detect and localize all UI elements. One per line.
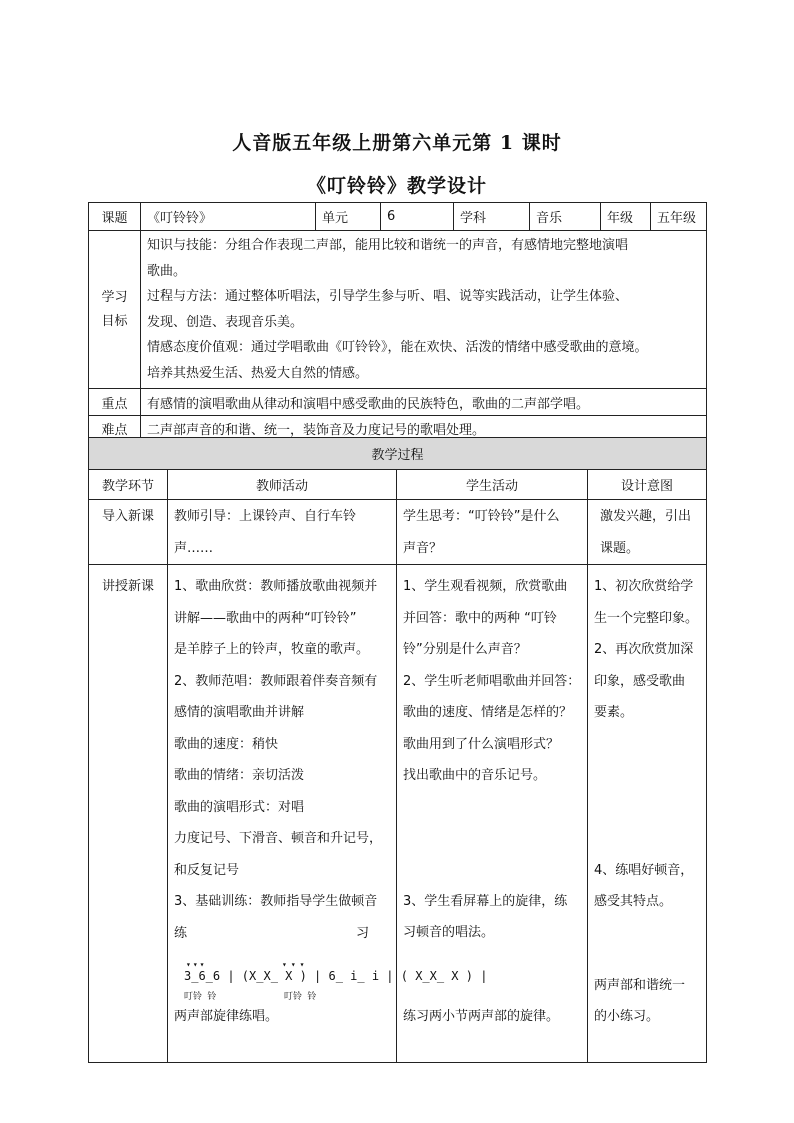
text-line: 的小练习。 <box>594 1009 660 1024</box>
text-line: 是羊脖子上的铃声，牧童的歌声。 <box>174 642 370 657</box>
objective-line: 过程与方法：通过整体听唱法，引导学生参与听、唱、说等实践活动，让学生体验、 <box>147 289 629 304</box>
teaching-process-table <box>88 437 707 1063</box>
text-line: 激发兴趣，引出 <box>600 509 692 524</box>
text-line: 生一个完整印象。 <box>594 610 699 626</box>
objectives-label-text: 学习目标 <box>101 289 128 329</box>
text-line: 2、教师范唱：教师跟着伴奏音频有 <box>174 673 378 689</box>
text-line: 声音？ <box>403 540 443 556</box>
text-line: 和反复记号 <box>174 862 240 878</box>
notation-line: 3̲6̲6 | (X̲X̲ X ) | 6̲ i̲ i | ( X̲X̲ X ) | <box>184 969 488 983</box>
topic-label: 课题 <box>89 203 141 231</box>
difficulty-text: 二声部声音的和谐、统一，装饰音及力度记号的歌唱处理。 <box>141 416 707 442</box>
text-line: 歌曲的速度、情绪是怎样的？ <box>403 705 573 720</box>
text-line: 学生思考：“叮铃铃”是什么 <box>403 509 560 524</box>
staccato-notation <box>174 949 488 1002</box>
column-header-stage: 教学环节 <box>89 470 168 500</box>
subject-value: 音乐 <box>530 203 601 231</box>
text-line: 课题。 <box>600 540 640 556</box>
text-line: 铃”分别是什么声音？ <box>403 642 527 657</box>
text-line: 声…… <box>174 540 214 556</box>
staccato-dots: ▾▾▾ <box>186 960 207 969</box>
notation-lyric: 叮铃 铃 <box>184 992 217 1002</box>
unit-value: 6 <box>381 203 454 231</box>
text-line: 练习两小节两声部的旋律。 <box>403 1008 560 1024</box>
objective-line: 知识与技能：分组合作表现二声部，能用比较和谐统一的声音，有感情地完整地演唱 <box>147 238 629 253</box>
text-line: 讲解——歌曲中的两种“叮铃铃” <box>174 610 357 626</box>
text-line: 并回答：歌中的两种 “叮铃 <box>403 610 557 626</box>
stage-new-lesson: 讲授新课 <box>89 565 168 1063</box>
text-line: 歌曲的速度：稍快 <box>174 736 279 752</box>
subject-label: 学科 <box>454 203 530 231</box>
text-line: 教师引导：上课铃声、自行车铃 <box>174 509 357 524</box>
text-line: 3、基础训练：教师指导学生做顿音 <box>174 894 378 909</box>
staccato-dots: ▾▾▾ <box>282 960 309 969</box>
text-line: 1、学生观看视频，欣赏歌曲 <box>403 579 568 594</box>
text-line: 感受其特点。 <box>594 894 673 909</box>
text-line: 练 习 <box>174 925 370 941</box>
text-line: 两声部旋律练唱。 <box>174 1009 279 1024</box>
objective-line: 发现、创造、表现音乐美。 <box>147 314 304 330</box>
key-point-text: 有感情的演唱歌曲从律动和演唱中感受歌曲的民族特色，歌曲的二声部学唱。 <box>141 389 707 416</box>
column-header-teacher: 教师活动 <box>168 470 397 500</box>
design-intent-new <box>588 565 707 1063</box>
grade-value: 五年级 <box>651 203 707 231</box>
text-line: 歌曲的情绪：亲切活泼 <box>174 768 305 783</box>
text-line: 1、歌曲欣赏：教师播放歌曲视频并 <box>174 579 378 594</box>
key-point-label: 重点 <box>89 389 141 416</box>
teacher-activity-intro <box>168 500 397 565</box>
objective-line: 培养其热爱生活、热爱大自然的情感。 <box>147 365 369 381</box>
notation-lyric: 叮铃 铃 <box>284 992 317 1002</box>
text-line: 力度记号、下滑音、顿音和升记号， <box>174 831 383 846</box>
design-intent-intro <box>588 500 707 565</box>
document-title: 人音版五年级上册第六单元第 1 课时 <box>232 132 562 154</box>
column-header-intent: 设计意图 <box>588 470 707 500</box>
text-line: 习顿音的唱法。 <box>403 925 495 940</box>
unit-label: 单元 <box>316 203 381 231</box>
text-line: 歌曲用到了什么演唱形式？ <box>403 736 560 752</box>
text-line: 2、再次欣赏加深 <box>594 642 694 657</box>
column-header-student: 学生活动 <box>397 470 588 500</box>
difficulty-label: 难点 <box>89 416 141 442</box>
objectives-label <box>89 231 141 389</box>
objective-line: 情感态度价值观：通过学唱歌曲《叮铃铃》，能在欢快、活泼的情绪中感受歌曲的意境。 <box>147 340 648 355</box>
text-line: 4、练唱好顿音， <box>594 862 694 878</box>
student-activity-intro <box>397 500 588 565</box>
text-line: 找出歌曲中的音乐记号。 <box>403 768 547 783</box>
text-line: 两声部和谐统一 <box>594 977 686 993</box>
grade-label: 年级 <box>601 203 651 231</box>
text-line: 要素。 <box>594 705 634 720</box>
text-line: 1、初次欣赏给学 <box>594 579 694 594</box>
stage-intro: 导入新课 <box>89 500 168 565</box>
text-line: 3、学生看屏幕上的旋律，练 <box>403 893 568 909</box>
text-line: 歌曲的演唱形式：对唱 <box>174 799 305 815</box>
process-header: 教学过程 <box>89 438 707 470</box>
topic-value: 《叮铃铃》 <box>141 203 316 231</box>
text-line: 印象，感受歌曲 <box>594 673 686 689</box>
objectives-content <box>141 231 707 389</box>
lesson-info-table <box>88 202 707 442</box>
objective-line: 歌曲。 <box>147 263 187 279</box>
document-subtitle: 《叮铃铃》教学设计 <box>306 175 487 197</box>
text-line: 感情的演唱歌曲并讲解 <box>174 705 305 720</box>
text-line: 2、学生听老师唱歌曲并回答： <box>403 673 581 689</box>
